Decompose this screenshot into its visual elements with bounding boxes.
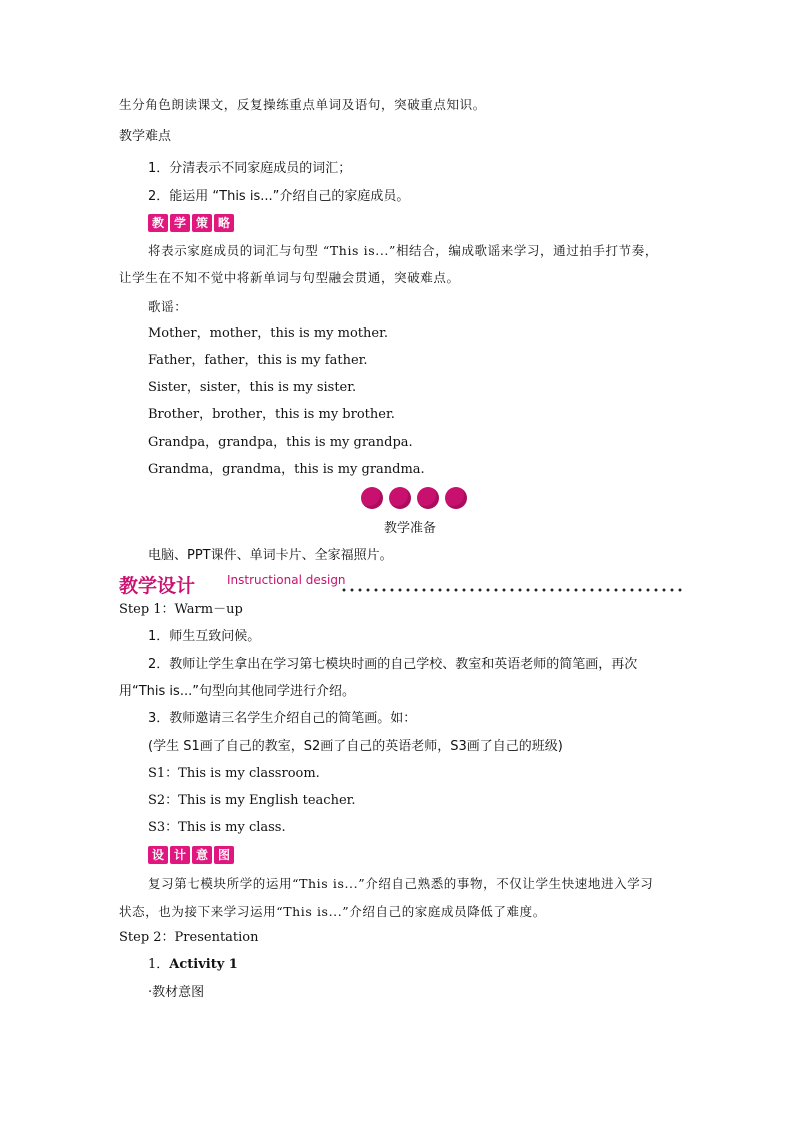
decorative-dots xyxy=(361,487,467,509)
strategy-badge xyxy=(148,214,236,232)
step-1-item-1: 1．师生互致问候。 xyxy=(148,629,261,644)
chant-line: Sister，sister，this is my sister. xyxy=(148,380,357,395)
intent-badge xyxy=(148,846,236,864)
difficulty-item-1: 1．分清表示不同家庭成员的词汇； xyxy=(148,161,352,176)
intent-badge-char: 意 xyxy=(192,846,212,864)
intent-paragraph-line-2: 状态，也为接下来学习运用“This is...”介绍自己的家庭成员降低了难度。 xyxy=(119,904,546,919)
example-line: S3：This is my class. xyxy=(148,820,286,835)
activity-label: Activity 1 xyxy=(169,957,238,972)
chant-line: Mother，mother，this is my mother. xyxy=(148,326,388,341)
step-1-item-2-line-2: 用“This is...”句型向其他同学进行介绍。 xyxy=(119,684,355,699)
strategy-badge-char: 教 xyxy=(148,214,168,232)
intent-paragraph-line-1: 复习第七模块所学的运用“This is...”介绍自己熟悉的事物，不仅让学生快速地进入学习 xyxy=(148,876,654,891)
prep-heading: 教学准备 xyxy=(384,521,437,536)
decorative-dot xyxy=(389,487,411,509)
strategy-paragraph-line-1: 将表示家庭成员的词汇与句型 “This is...”相结合，编成歌谣来学习，通过拍手打节奏， xyxy=(148,243,658,258)
decorative-dot xyxy=(361,487,383,509)
strategy-paragraph-line-2: 让学生在不知不觉中将新单词与句型融会贯通，突破难点。 xyxy=(119,270,460,285)
chant-line: Brother，brother，this is my brother. xyxy=(148,407,395,422)
difficulty-heading: 教学难点 xyxy=(119,129,172,144)
difficulty-item-2: 2．能运用 “This is...”介绍自己的家庭成员。 xyxy=(148,189,410,204)
strategy-badge-char: 策 xyxy=(192,214,212,232)
design-dotted-rule xyxy=(340,588,685,592)
step-1-note: (学生 S1画了自己的教室，S2画了自己的英语老师，S3画了自己的班级) xyxy=(148,739,563,754)
strategy-badge-char: 略 xyxy=(214,214,234,232)
intent-badge-char: 计 xyxy=(170,846,190,864)
step-1-item-3: 3．教师邀请三名学生介绍自己的简笔画。如： xyxy=(148,711,417,726)
example-line: S1：This is my classroom. xyxy=(148,766,320,781)
step-1-item-2-line-1: 2．教师让学生拿出在学习第七模块时画的自己学校、教室和英语老师的简笔画，再次 xyxy=(148,657,638,672)
prep-text: 电脑、PPT课件、单词卡片、全家福照片。 xyxy=(148,548,393,563)
step-1-heading: Step 1：Warm－up xyxy=(119,602,243,617)
step-2-heading: Step 2：Presentation xyxy=(119,930,259,945)
decorative-dot xyxy=(445,487,467,509)
chant-label: 歌谣： xyxy=(148,299,188,314)
strategy-badge-char: 学 xyxy=(170,214,190,232)
chant-line: Grandma，grandma，this is my grandma. xyxy=(148,462,425,477)
paragraph-focus-end: 生分角色朗读课文，反复操练重点单词及语句，突破重点知识。 xyxy=(119,97,486,112)
material-intent-label: ·教材意图 xyxy=(148,985,205,1000)
decorative-dot xyxy=(417,487,439,509)
activity-1-heading xyxy=(148,956,238,974)
intent-badge-char: 图 xyxy=(214,846,234,864)
design-section-title: 教学设计 xyxy=(119,575,196,597)
intent-badge-char: 设 xyxy=(148,846,168,864)
activity-number: 1． xyxy=(148,957,170,972)
example-line: S2：This is my English teacher. xyxy=(148,793,356,808)
design-section-subtitle: Instructional design xyxy=(227,573,346,587)
chant-line: Grandpa，grandpa，this is my grandpa. xyxy=(148,435,413,450)
chant-line: Father，father，this is my father. xyxy=(148,353,368,368)
